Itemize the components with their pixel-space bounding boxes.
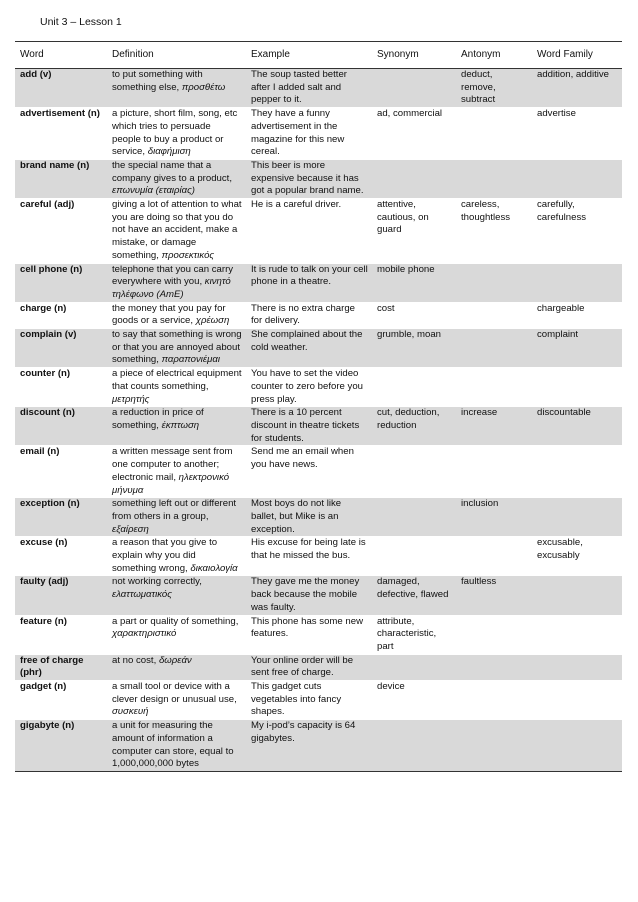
- cell-word: charge (n): [15, 302, 107, 328]
- cell-synonym: ad, commercial: [372, 108, 456, 160]
- cell-example: There is no extra charge for delivery.: [246, 302, 372, 328]
- cell-definition: [107, 615, 246, 654]
- cell-word-family: discountable: [532, 407, 622, 446]
- cell-antonym: inclusion: [456, 498, 532, 537]
- cell-word-family: [532, 615, 622, 654]
- cell-word-family: [532, 576, 622, 615]
- table-row: [15, 720, 622, 772]
- cell-synonym: [372, 537, 456, 576]
- cell-example: They have a funny advertisement in the magazine for this new cereal.: [246, 108, 372, 160]
- cell-synonym: grumble, moan: [372, 329, 456, 368]
- cell-word-family: addition, additive: [532, 69, 622, 108]
- cell-definition: [107, 654, 246, 680]
- cell-example: It is rude to talk on your cell phone in a theatre.: [246, 263, 372, 302]
- cell-definition: [107, 446, 246, 498]
- cell-example: This phone has some new features.: [246, 615, 372, 654]
- cell-antonym: [456, 329, 532, 368]
- cell-antonym: [456, 368, 532, 407]
- cell-word: free of charge (phr): [15, 654, 107, 680]
- cell-word-family: [532, 654, 622, 680]
- cell-word-family: carefully, carefulness: [532, 199, 622, 264]
- cell-word: email (n): [15, 446, 107, 498]
- greek-translation: ηλεκτρονικό μήνυμα: [112, 471, 230, 496]
- table-row: [15, 302, 622, 328]
- cell-synonym: attribute, characteristic, part: [372, 615, 456, 654]
- definition-text: a reason that you give to explain why you did something wrong,: [112, 537, 218, 574]
- cell-example: Send me an email when you have news.: [246, 446, 372, 498]
- vocabulary-table: [15, 41, 622, 772]
- definition-text: something left out or different from others in a group,: [112, 498, 237, 522]
- cell-synonym: damaged, defective, flawed: [372, 576, 456, 615]
- cell-example: They gave me the money back because the mobile was faulty.: [246, 576, 372, 615]
- cell-antonym: [456, 263, 532, 302]
- cell-word: faulty (adj): [15, 576, 107, 615]
- greek-translation: χαρακτηριστικό: [112, 628, 177, 640]
- cell-word-family: excusable, excusably: [532, 537, 622, 576]
- definition-text: a small tool or device with a clever design or unusual use,: [112, 681, 237, 705]
- table-row: [15, 654, 622, 680]
- cell-definition: [107, 681, 246, 720]
- cell-word: excuse (n): [15, 537, 107, 576]
- cell-antonym: [456, 302, 532, 328]
- cell-antonym: [456, 681, 532, 720]
- cell-word: advertisement (n): [15, 108, 107, 160]
- greek-translation: κινητό τηλέφωνο (AmE): [112, 276, 231, 300]
- cell-definition: [107, 263, 246, 302]
- table-row: [15, 446, 622, 498]
- cell-example: My i-pod’s capacity is 64 gigabytes.: [246, 720, 372, 772]
- table-row: [15, 159, 622, 198]
- definition-text: to say that something is wrong or that you are annoyed about something,: [112, 329, 242, 366]
- cell-synonym: [372, 159, 456, 198]
- cell-definition: [107, 69, 246, 108]
- table-row: [15, 368, 622, 407]
- definition-text: telephone that you can carry everywhere with you,: [112, 263, 234, 288]
- cell-word: complain (v): [15, 329, 107, 368]
- cell-word: careful (adj): [15, 199, 107, 264]
- greek-translation: εξαίρεση: [112, 523, 149, 535]
- cell-antonym: careless, thoughtless: [456, 199, 532, 264]
- cell-example: This gadget cuts vegetables into fancy shapes.: [246, 681, 372, 720]
- greek-translation: προσεκτικός: [161, 249, 215, 261]
- cell-synonym: attentive, cautious, on guard: [372, 199, 456, 264]
- cell-antonym: [456, 537, 532, 576]
- greek-translation: προσθέτω: [181, 81, 226, 93]
- definition-text: to put something with something else,: [112, 69, 203, 93]
- definition-text: a written message sent from one computer to another; electronic mail,: [112, 446, 233, 483]
- cell-definition: [107, 720, 246, 772]
- table-row: [15, 615, 622, 654]
- cell-word-family: [532, 263, 622, 302]
- greek-translation: παραπονιέμαι: [161, 354, 220, 366]
- cell-definition: [107, 329, 246, 368]
- column-header-example: Example: [246, 42, 372, 69]
- table-row: [15, 498, 622, 537]
- greek-translation: μετρητής: [112, 393, 150, 405]
- column-header-word-family: Word Family: [532, 42, 622, 69]
- cell-word: counter (n): [15, 368, 107, 407]
- cell-example: The soup tasted better after I added salt and pepper to it.: [246, 69, 372, 108]
- definition-text: a reduction in price of something,: [112, 407, 204, 431]
- cell-definition: [107, 108, 246, 160]
- table-row: [15, 108, 622, 160]
- column-header-word: Word: [15, 42, 107, 69]
- cell-word-family: [532, 720, 622, 772]
- unit-lesson-title: Unit 3 – Lesson 1: [40, 16, 122, 28]
- cell-antonym: faultless: [456, 576, 532, 615]
- cell-antonym: [456, 108, 532, 160]
- cell-word-family: complaint: [532, 329, 622, 368]
- cell-word: gigabyte (n): [15, 720, 107, 772]
- cell-word-family: [532, 159, 622, 198]
- definition-text: a part or quality of something,: [112, 615, 239, 627]
- table-header-row: [15, 42, 622, 69]
- cell-antonym: [456, 615, 532, 654]
- cell-word: exception (n): [15, 498, 107, 537]
- cell-word: add (v): [15, 69, 107, 108]
- cell-definition: [107, 498, 246, 537]
- cell-antonym: [456, 446, 532, 498]
- greek-translation: έκπτωση: [161, 419, 200, 431]
- cell-word: discount (n): [15, 407, 107, 446]
- cell-antonym: deduct, remove, subtract: [456, 69, 532, 108]
- definition-text: a unit for measuring the amount of information a computer can store, equal to 1,000,000,000 bytes: [112, 720, 234, 770]
- cell-word-family: [532, 498, 622, 537]
- cell-synonym: [372, 654, 456, 680]
- cell-antonym: [456, 720, 532, 772]
- table-row: [15, 681, 622, 720]
- column-header-definition: Definition: [107, 42, 246, 69]
- cell-synonym: cut, deduction, reduction: [372, 407, 456, 446]
- definition-text: the money that you pay for goods or a service,: [112, 302, 226, 327]
- definition-text: not working correctly,: [112, 576, 202, 588]
- cell-synonym: [372, 446, 456, 498]
- cell-definition: [107, 537, 246, 576]
- cell-word-family: chargeable: [532, 302, 622, 328]
- cell-synonym: [372, 498, 456, 537]
- definition-text: a picture, short film, song, etc which tries to persuade people to buy a product or service,: [112, 108, 238, 158]
- cell-definition: [107, 159, 246, 198]
- table-row: [15, 263, 622, 302]
- cell-word-family: advertise: [532, 108, 622, 160]
- cell-definition: [107, 576, 246, 615]
- cell-example: Your online order will be sent free of charge.: [246, 654, 372, 680]
- column-header-antonym: Antonym: [456, 42, 532, 69]
- cell-antonym: [456, 654, 532, 680]
- table-row: [15, 407, 622, 446]
- definition-text: at no cost,: [112, 654, 159, 666]
- cell-synonym: [372, 368, 456, 407]
- greek-translation: συσκευή: [112, 706, 149, 718]
- cell-example: She complained about the cold weather.: [246, 329, 372, 368]
- greek-translation: ελαττωματικός: [112, 589, 172, 601]
- greek-translation: χρέωση: [195, 315, 230, 327]
- cell-example: You have to set the video counter to zero before you press play.: [246, 368, 372, 407]
- cell-word-family: [532, 368, 622, 407]
- table-row: [15, 199, 622, 264]
- cell-synonym: cost: [372, 302, 456, 328]
- cell-synonym: device: [372, 681, 456, 720]
- cell-definition: [107, 407, 246, 446]
- cell-synonym: [372, 69, 456, 108]
- column-header-synonym: Synonym: [372, 42, 456, 69]
- table-row: [15, 329, 622, 368]
- cell-example: There is a 10 percent discount in theatre tickets for students.: [246, 407, 372, 446]
- cell-example: His excuse for being late is that he missed the bus.: [246, 537, 372, 576]
- cell-synonym: [372, 720, 456, 772]
- cell-word-family: [532, 681, 622, 720]
- cell-definition: [107, 302, 246, 328]
- cell-word-family: [532, 446, 622, 498]
- greek-translation: δικαιολογία: [190, 562, 238, 574]
- cell-word: gadget (n): [15, 681, 107, 720]
- table-row: [15, 69, 622, 108]
- cell-example: Most boys do not like ballet, but Mike is an exception.: [246, 498, 372, 537]
- definition-text: giving a lot of attention to what you are doing so that you do not have an accident, make a mistake, or damage something,: [112, 199, 242, 261]
- cell-synonym: mobile phone: [372, 263, 456, 302]
- cell-antonym: [456, 159, 532, 198]
- greek-translation: δωρεάν: [158, 654, 192, 666]
- cell-antonym: increase: [456, 407, 532, 446]
- cell-definition: [107, 199, 246, 264]
- cell-example: This beer is more expensive because it has got a popular brand name.: [246, 159, 372, 198]
- definition-text: a piece of electrical equipment that counts something,: [112, 368, 242, 392]
- cell-definition: [107, 368, 246, 407]
- cell-example: He is a careful driver.: [246, 199, 372, 264]
- greek-translation: επωνυμία (εταιρίας): [112, 185, 195, 197]
- table-row: [15, 576, 622, 615]
- cell-word: cell phone (n): [15, 263, 107, 302]
- greek-translation: διαφήμιση: [147, 146, 191, 158]
- table-row: [15, 537, 622, 576]
- definition-text: the special name that a company gives to a product,: [112, 159, 232, 184]
- cell-word: brand name (n): [15, 159, 107, 198]
- cell-word: feature (n): [15, 615, 107, 654]
